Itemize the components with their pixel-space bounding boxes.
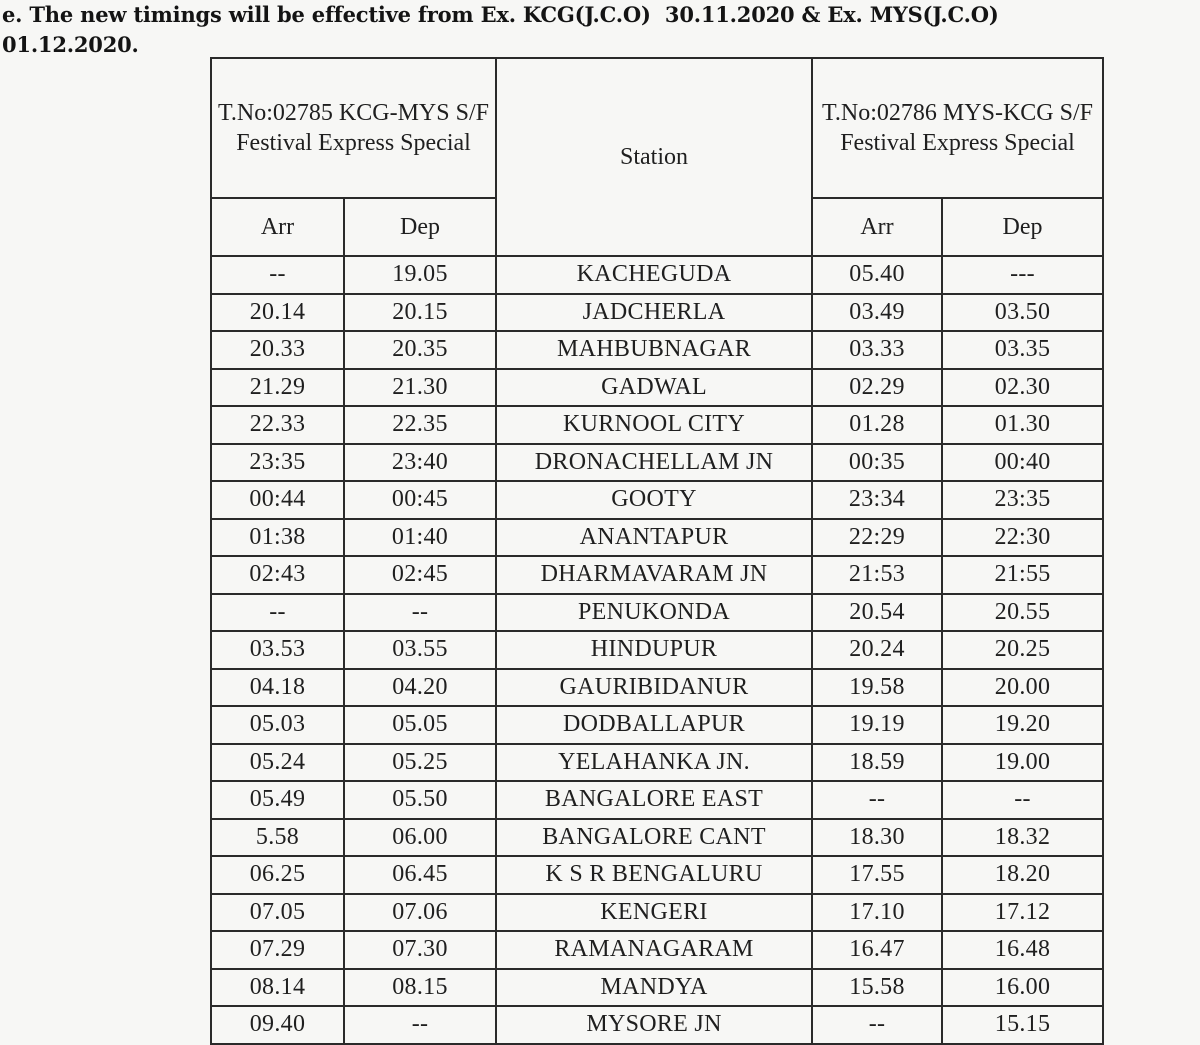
station-name: MANDYA xyxy=(496,969,812,1007)
kcg-mys-departure: 05.05 xyxy=(344,706,496,744)
timetable-body xyxy=(211,256,1103,1044)
kcg-mys-arrival: 01:38 xyxy=(211,519,344,557)
mys-kcg-arrival: 03.49 xyxy=(812,294,942,332)
station-name: K S R BENGALURU xyxy=(496,856,812,894)
station-name: DRONACHELLAM JN xyxy=(496,444,812,482)
kcg-mys-departure: 02:45 xyxy=(344,556,496,594)
kcg-mys-arrival: 09.40 xyxy=(211,1006,344,1044)
kcg-mys-arrival: 23:35 xyxy=(211,444,344,482)
kcg-mys-arrival: 21.29 xyxy=(211,369,344,407)
table-row xyxy=(211,894,1103,932)
right-dep-header: Dep xyxy=(942,198,1103,256)
table-row xyxy=(211,669,1103,707)
kcg-mys-departure: 07.30 xyxy=(344,931,496,969)
station-name: MAHBUBNAGAR xyxy=(496,331,812,369)
mys-kcg-arrival: 15.58 xyxy=(812,969,942,1007)
station-name: GADWAL xyxy=(496,369,812,407)
kcg-mys-departure: -- xyxy=(344,1006,496,1044)
station-name: GAURIBIDANUR xyxy=(496,669,812,707)
kcg-mys-arrival: 02:43 xyxy=(211,556,344,594)
left-dep-header: Dep xyxy=(344,198,496,256)
kcg-mys-departure: 08.15 xyxy=(344,969,496,1007)
mys-kcg-arrival: 01.28 xyxy=(812,406,942,444)
station-name: DODBALLAPUR xyxy=(496,706,812,744)
train-02786-header: T.No:02786 MYS-KCG S/F Festival Express Special xyxy=(812,58,1103,198)
mys-kcg-arrival: -- xyxy=(812,781,942,819)
table-row xyxy=(211,481,1103,519)
kcg-mys-arrival: 06.25 xyxy=(211,856,344,894)
mys-kcg-departure: 18.20 xyxy=(942,856,1103,894)
mys-kcg-departure: 22:30 xyxy=(942,519,1103,557)
mys-kcg-arrival: 18.59 xyxy=(812,744,942,782)
kcg-mys-arrival: 20.14 xyxy=(211,294,344,332)
mys-kcg-arrival: 20.54 xyxy=(812,594,942,632)
mys-kcg-departure: 01.30 xyxy=(942,406,1103,444)
table-row xyxy=(211,331,1103,369)
mys-kcg-departure: 20.25 xyxy=(942,631,1103,669)
mys-kcg-arrival: 17.10 xyxy=(812,894,942,932)
mys-kcg-departure: 21:55 xyxy=(942,556,1103,594)
mys-kcg-arrival: -- xyxy=(812,1006,942,1044)
mys-kcg-departure: 16.00 xyxy=(942,969,1103,1007)
mys-kcg-arrival: 03.33 xyxy=(812,331,942,369)
table-row xyxy=(211,294,1103,332)
table-row xyxy=(211,519,1103,557)
table-row xyxy=(211,1006,1103,1044)
table-row xyxy=(211,931,1103,969)
station-name: JADCHERLA xyxy=(496,294,812,332)
kcg-mys-arrival: 05.24 xyxy=(211,744,344,782)
mys-kcg-arrival: 23:34 xyxy=(812,481,942,519)
mys-kcg-arrival: 05.40 xyxy=(812,256,942,294)
mys-kcg-departure: 15.15 xyxy=(942,1006,1103,1044)
kcg-mys-arrival: -- xyxy=(211,594,344,632)
kcg-mys-arrival: 07.05 xyxy=(211,894,344,932)
table-row xyxy=(211,781,1103,819)
table-row xyxy=(211,631,1103,669)
kcg-mys-arrival: 08.14 xyxy=(211,969,344,1007)
station-name: RAMANAGARAM xyxy=(496,931,812,969)
mys-kcg-departure: 23:35 xyxy=(942,481,1103,519)
mys-kcg-arrival: 18.30 xyxy=(812,819,942,857)
kcg-mys-departure: 05.25 xyxy=(344,744,496,782)
kcg-mys-arrival: 04.18 xyxy=(211,669,344,707)
train-02785-header: T.No:02785 KCG-MYS S/F Festival Express Special xyxy=(211,58,496,198)
kcg-mys-departure: -- xyxy=(344,594,496,632)
mys-kcg-departure: 19.00 xyxy=(942,744,1103,782)
mys-kcg-arrival: 02.29 xyxy=(812,369,942,407)
kcg-mys-departure: 00:45 xyxy=(344,481,496,519)
kcg-mys-arrival: 20.33 xyxy=(211,331,344,369)
station-name: DHARMAVARAM JN xyxy=(496,556,812,594)
mys-kcg-departure: 18.32 xyxy=(942,819,1103,857)
kcg-mys-departure: 22.35 xyxy=(344,406,496,444)
table-row xyxy=(211,556,1103,594)
notice-line-2: 01.12.2020. xyxy=(2,32,139,57)
station-name: MYSORE JN xyxy=(496,1006,812,1044)
station-column-header: Station xyxy=(496,58,812,256)
mys-kcg-departure: 19.20 xyxy=(942,706,1103,744)
table-row xyxy=(211,706,1103,744)
mys-kcg-arrival: 17.55 xyxy=(812,856,942,894)
station-name: YELAHANKA JN. xyxy=(496,744,812,782)
mys-kcg-departure: 03.35 xyxy=(942,331,1103,369)
mys-kcg-arrival: 19.58 xyxy=(812,669,942,707)
kcg-mys-arrival: 05.03 xyxy=(211,706,344,744)
kcg-mys-arrival: 00:44 xyxy=(211,481,344,519)
mys-kcg-departure: -- xyxy=(942,781,1103,819)
station-name: BANGALORE CANT xyxy=(496,819,812,857)
table-row xyxy=(211,819,1103,857)
station-name: ANANTAPUR xyxy=(496,519,812,557)
mys-kcg-arrival: 20.24 xyxy=(812,631,942,669)
kcg-mys-arrival: 03.53 xyxy=(211,631,344,669)
table-row xyxy=(211,256,1103,294)
mys-kcg-departure: 17.12 xyxy=(942,894,1103,932)
mys-kcg-arrival: 19.19 xyxy=(812,706,942,744)
mys-kcg-departure: 03.50 xyxy=(942,294,1103,332)
left-arr-header: Arr xyxy=(211,198,344,256)
kcg-mys-departure: 03.55 xyxy=(344,631,496,669)
mys-kcg-arrival: 00:35 xyxy=(812,444,942,482)
station-name: HINDUPUR xyxy=(496,631,812,669)
mys-kcg-departure: 16.48 xyxy=(942,931,1103,969)
table-row xyxy=(211,856,1103,894)
station-name: GOOTY xyxy=(496,481,812,519)
station-name: BANGALORE EAST xyxy=(496,781,812,819)
mys-kcg-departure: 20.00 xyxy=(942,669,1103,707)
kcg-mys-departure: 04.20 xyxy=(344,669,496,707)
mys-kcg-arrival: 21:53 xyxy=(812,556,942,594)
kcg-mys-departure: 20.15 xyxy=(344,294,496,332)
table-row xyxy=(211,406,1103,444)
kcg-mys-departure: 23:40 xyxy=(344,444,496,482)
notice-line-1: e. The new timings will be effective from Ex. KCG(J.C.O) 30.11.2020 & Ex. MYS(J.C.O) xyxy=(2,2,999,27)
kcg-mys-arrival: 22.33 xyxy=(211,406,344,444)
mys-kcg-departure: 00:40 xyxy=(942,444,1103,482)
mys-kcg-arrival: 22:29 xyxy=(812,519,942,557)
kcg-mys-departure: 06.00 xyxy=(344,819,496,857)
table-row xyxy=(211,969,1103,1007)
kcg-mys-arrival: 07.29 xyxy=(211,931,344,969)
table-row xyxy=(211,594,1103,632)
kcg-mys-arrival: -- xyxy=(211,256,344,294)
kcg-mys-departure: 20.35 xyxy=(344,331,496,369)
kcg-mys-arrival: 5.58 xyxy=(211,819,344,857)
kcg-mys-departure: 05.50 xyxy=(344,781,496,819)
station-name: PENUKONDA xyxy=(496,594,812,632)
mys-kcg-arrival: 16.47 xyxy=(812,931,942,969)
station-name: KENGERI xyxy=(496,894,812,932)
timetable xyxy=(210,57,1104,1045)
table-row xyxy=(211,744,1103,782)
kcg-mys-departure: 21.30 xyxy=(344,369,496,407)
station-name: KURNOOL CITY xyxy=(496,406,812,444)
mys-kcg-departure: 20.55 xyxy=(942,594,1103,632)
kcg-mys-departure: 01:40 xyxy=(344,519,496,557)
kcg-mys-departure: 06.45 xyxy=(344,856,496,894)
mys-kcg-departure: --- xyxy=(942,256,1103,294)
station-name: KACHEGUDA xyxy=(496,256,812,294)
kcg-mys-departure: 19.05 xyxy=(344,256,496,294)
kcg-mys-arrival: 05.49 xyxy=(211,781,344,819)
table-row xyxy=(211,444,1103,482)
kcg-mys-departure: 07.06 xyxy=(344,894,496,932)
effective-date-notice xyxy=(2,0,1198,60)
right-arr-header: Arr xyxy=(812,198,942,256)
mys-kcg-departure: 02.30 xyxy=(942,369,1103,407)
table-row xyxy=(211,369,1103,407)
